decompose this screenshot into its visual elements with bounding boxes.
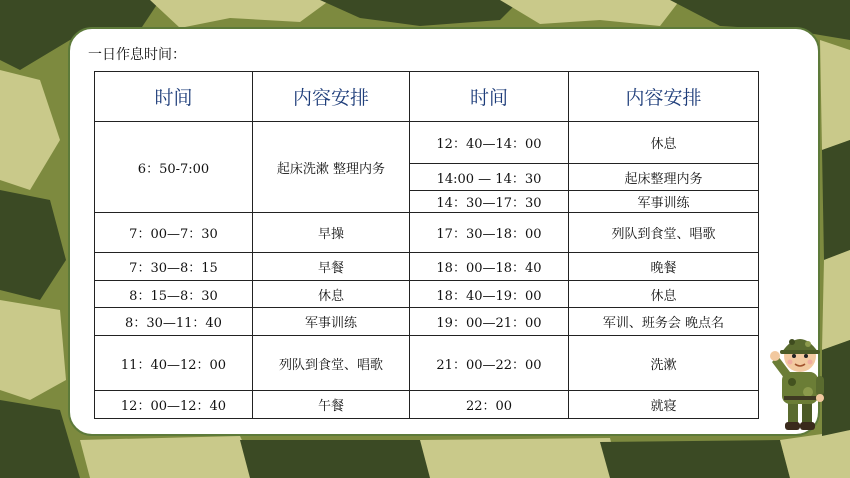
- activity-cell: 就寝: [569, 391, 759, 419]
- table-row: [95, 122, 759, 164]
- activity-cell: 晚餐: [569, 253, 759, 281]
- activity-cell: 列队到食堂、唱歌: [569, 213, 759, 253]
- time-cell: 21：00—22：00: [410, 336, 569, 391]
- header-content-left: 内容安排: [253, 72, 410, 122]
- time-cell: 17：30—18：00: [410, 213, 569, 253]
- time-cell: 18：40—19：00: [410, 281, 569, 308]
- time-cell: 14:00 — 14：30: [410, 164, 569, 191]
- table-row: [95, 253, 759, 281]
- time-cell: 18：00—18：40: [410, 253, 569, 281]
- time-cell: 22：00: [410, 391, 569, 419]
- activity-cell: 洗漱: [569, 336, 759, 391]
- activity-cell: 休息: [253, 281, 410, 308]
- activity-cell: 午餐: [253, 391, 410, 419]
- time-cell: 6：50-7:00: [95, 122, 253, 213]
- table-row: [95, 281, 759, 308]
- activity-cell: 军事训练: [569, 191, 759, 213]
- time-cell: 7：30—8：15: [95, 253, 253, 281]
- time-cell: 14：30—17：30: [410, 191, 569, 213]
- schedule-table: [94, 71, 759, 419]
- table-header-row: [95, 72, 759, 122]
- header-time-right: 时间: [410, 72, 569, 122]
- table-row: [95, 336, 759, 391]
- activity-cell: 军事训练: [253, 308, 410, 336]
- activity-cell: 起床洗漱 整理内务: [253, 122, 410, 213]
- time-cell: 19：00—21：00: [410, 308, 569, 336]
- activity-cell: 列队到食堂、唱歌: [253, 336, 410, 391]
- activity-cell: 早操: [253, 213, 410, 253]
- table-row: [95, 391, 759, 419]
- time-cell: 8：30—11：40: [95, 308, 253, 336]
- page-caption: 一日作息时间：: [88, 47, 186, 63]
- time-cell: 12：00—12：40: [95, 391, 253, 419]
- activity-cell: 休息: [569, 122, 759, 164]
- table-row: [95, 213, 759, 253]
- time-cell: 12：40—14：00: [410, 122, 569, 164]
- activity-cell: 军训、班务会 晚点名: [569, 308, 759, 336]
- time-cell: 8：15—8：30: [95, 281, 253, 308]
- soldier-illustration: [764, 322, 836, 434]
- header-content-right: 内容安排: [569, 72, 759, 122]
- activity-cell: 早餐: [253, 253, 410, 281]
- time-cell: 11：40—12：00: [95, 336, 253, 391]
- table-row: [95, 308, 759, 336]
- header-time-left: 时间: [95, 72, 253, 122]
- activity-cell: 起床整理内务: [569, 164, 759, 191]
- activity-cell: 休息: [569, 281, 759, 308]
- time-cell: 7：00—7：30: [95, 213, 253, 253]
